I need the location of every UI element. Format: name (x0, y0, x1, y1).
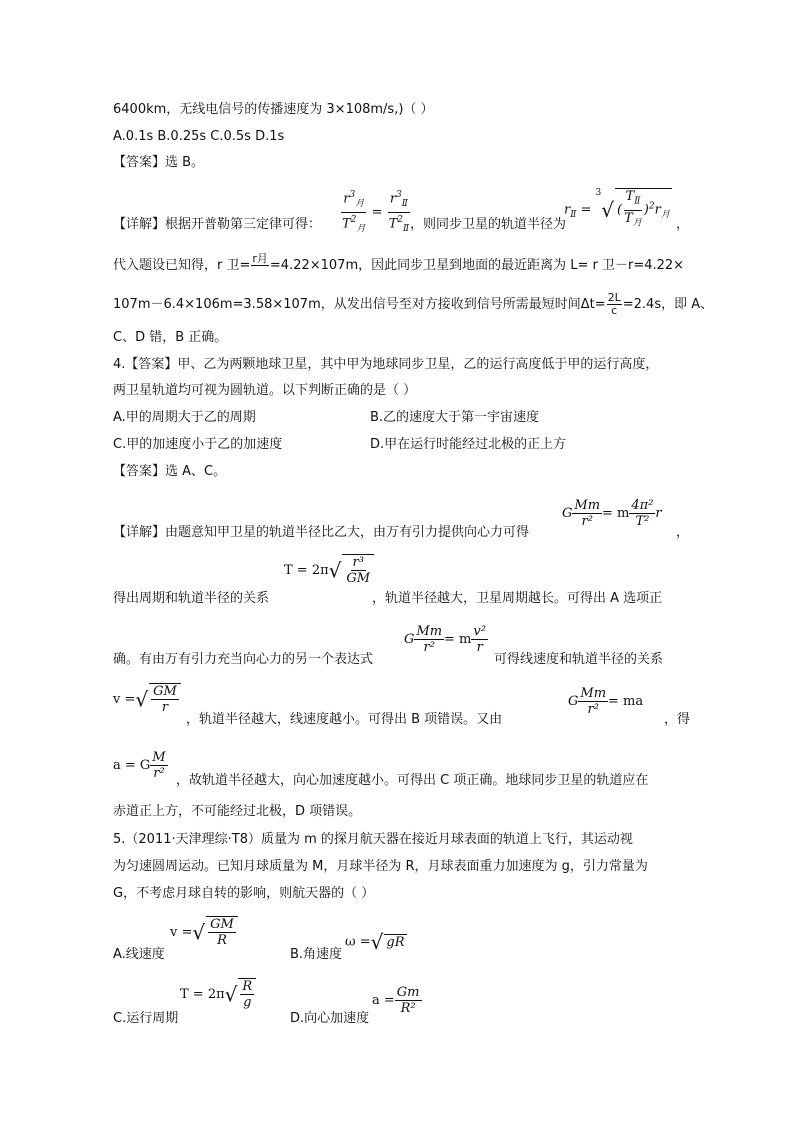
kepler-formula: $\frac{r^3_月}{T^2_月}$ = $\frac{r^3_Ⅱ}{T^2_Ⅱ}$ (342, 190, 410, 234)
acceleration-result-formula: a = G $\frac{M}{\text{r²}}$ (113, 750, 166, 781)
answer-line: 【答案】选 A、C。 (113, 464, 227, 479)
text-fragment: ，故轨道半径越大，向心加速度越小。可得出 C 项正确。地球同步卫星的轨道应在 (176, 773, 649, 788)
answer-options: A.0.1s B.0.25s C.0.5s D.1s (113, 129, 285, 144)
period-formula: T = 2π√ $\frac{\text{r³}}{GM}$ (284, 554, 374, 586)
centripetal-formula: G $\frac{Mm}{\text{r²}}$ = m $\frac{\text{v²}}{r}$ (404, 624, 486, 655)
text-fragment: ，则同步卫星的轨道半径为 (410, 217, 567, 232)
text-fragment: ，得 (664, 712, 691, 727)
text-line: C、D 错，B 正确。 (113, 330, 228, 345)
orbit-radius-formula: $r_Ⅱ = ^3√$ ( $\frac{T_Ⅱ}{T_月}$ )$^2r_月$ (564, 188, 672, 231)
text-line: G，不考虑月球自转的影响，则航天器的（ ） (113, 886, 375, 901)
option-d-formula: a = $\frac{Gm}{\text{R²}}$ (372, 985, 420, 1016)
option-b-formula: ω =√ gR (345, 930, 405, 954)
option-c: C.甲的加速度小于乙的加速度 (113, 437, 283, 452)
explanation-line: 【详解】根据开普勒第三定律可得： (113, 217, 322, 232)
option-c-formula: T = 2π√ $\frac{R}{g}$ (180, 978, 256, 1010)
gravity-formula: G $\frac{Mm}{\text{r²}}$ = m $\frac{\text{4π²}}{\text{T²}}$ r (562, 498, 662, 529)
question-5: 5.（2011·天津理综·T8）质量为 m 的探月航天器在接近月球表面的轨道上飞行，其运动视 (113, 832, 633, 847)
explanation-line: 【详解】由题意知甲卫星的轨道半径比乙大，由万有引力提供向心力可得 (113, 525, 530, 540)
text-line: 107m－6.4×106m=3.58×107m，从发出信号至对方接收到信号所需最短时间Δt= $\frac{2L}{c}$ =2.4s，即 A、 (113, 291, 714, 317)
text-line: 两卫星轨道均可视为圆轨道。以下判断正确的是（ ） (113, 383, 417, 398)
text-fragment: 可得线速度和轨道半径的关系 (494, 652, 664, 667)
text-line: 为匀速圆周运动。已知月球质量为 M，月球半径为 R，月球表面重力加速度为 g，引力常量为 (113, 859, 648, 874)
text-line: 6400km，无线电信号的传播速度为 3×108m/s,)（ ） (113, 102, 434, 117)
option-c: C.运行周期 (113, 1011, 179, 1026)
option-d: D.向心加速度 (290, 1011, 370, 1026)
text-line: 赤道正上方，不可能经过北极，D 项错误。 (113, 804, 362, 819)
option-b: B.角速度 (290, 947, 343, 962)
velocity-formula: v =√ $\frac{GM}{r}$ (113, 683, 181, 715)
text-fragment: ， (676, 217, 690, 232)
text-line: 代入题设已知得，r 卫= r月 =4.22×107m，因此同步卫星到地面的最近距离为 L= r 卫－r=4.22× (113, 252, 685, 273)
answer-line: 【答案】选 B。 (113, 155, 205, 170)
text-line: 确。有由万有引力充当向心力的另一个表达式 (113, 652, 374, 667)
text-fragment: ，轨道半径越大，线速度越小。可得出 B 项错误。又由 (186, 712, 503, 727)
text-fragment: ，轨道半径越大，卫星周期越长。可得出 A 选项正 (372, 591, 663, 606)
text-fragment: ， (676, 525, 690, 540)
option-b: B.乙的速度大于第一宇宙速度 (370, 410, 540, 425)
option-d: D.甲在运行时能经过北极的正上方 (370, 437, 567, 452)
question-4: 4.【答案】甲、乙为两颗地球卫星，其中甲为地球同步卫星，乙的运行高度低于甲的运行高度， (113, 357, 659, 372)
text-line: 得出周期和轨道半径的关系 (113, 591, 270, 606)
option-a: A.甲的周期大于乙的周期 (113, 410, 256, 425)
option-a-formula: v =√ $\frac{GM}{R}$ (170, 916, 238, 948)
option-a: A.线速度 (113, 947, 165, 962)
acceleration-formula: G $\frac{Mm}{\text{r²}}$ = ma (568, 686, 644, 717)
